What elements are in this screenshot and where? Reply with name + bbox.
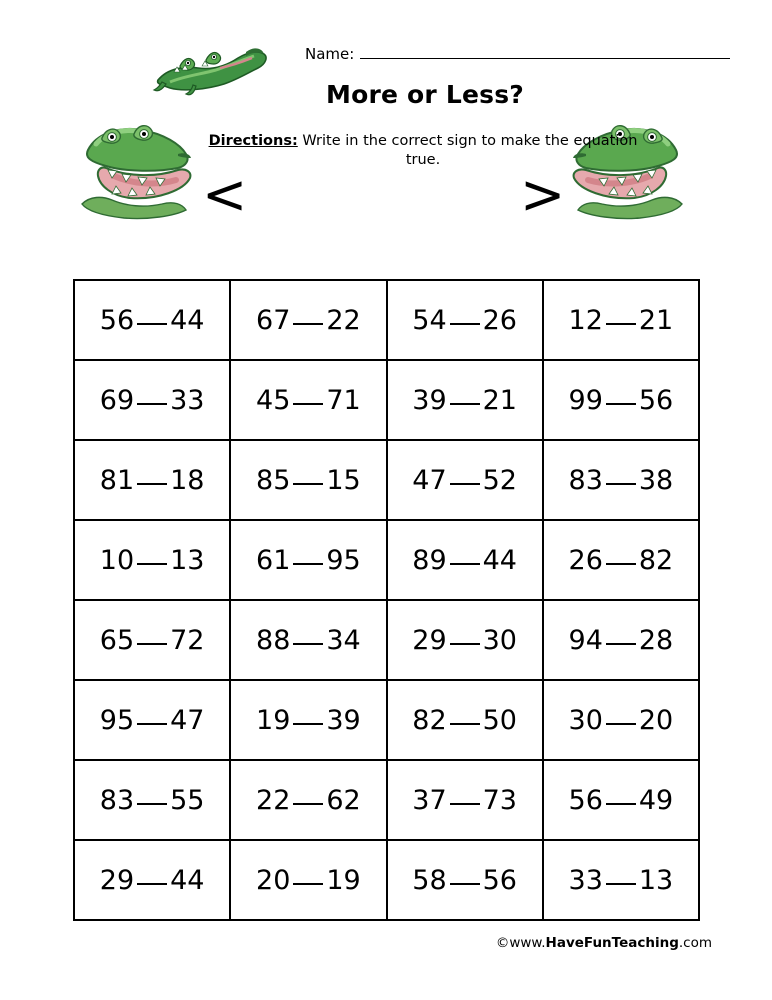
answer-blank[interactable] <box>137 784 167 805</box>
problem-cell[interactable] <box>230 520 386 600</box>
problem-expression <box>412 304 517 336</box>
problem-right-operand: 38 <box>638 465 674 496</box>
problem-expression <box>412 864 517 896</box>
problem-expression <box>100 624 205 656</box>
problem-cell[interactable] <box>230 840 386 920</box>
page-title: More or Less? <box>326 80 524 109</box>
problems-table-body <box>74 280 699 920</box>
problem-cell[interactable] <box>387 280 543 360</box>
directions-label: Directions: <box>208 133 298 149</box>
problem-cell[interactable] <box>387 760 543 840</box>
less-than-symbol: < <box>202 163 248 226</box>
worksheet-header <box>0 0 772 250</box>
problem-left-operand: 95 <box>99 705 135 736</box>
problem-cell[interactable] <box>230 600 386 680</box>
problem-cell[interactable] <box>387 440 543 520</box>
problem-right-operand: 44 <box>482 545 517 576</box>
problem-expression <box>100 464 205 496</box>
problem-expression <box>100 784 205 816</box>
problem-left-operand: 83 <box>99 785 135 816</box>
problem-right-operand: 19 <box>326 865 361 896</box>
problem-expression <box>569 464 674 496</box>
answer-blank[interactable] <box>293 864 323 885</box>
problem-right-operand: 62 <box>326 785 361 816</box>
answer-blank[interactable] <box>137 384 167 405</box>
problem-cell[interactable] <box>543 600 699 680</box>
footer-copyright: ©www. <box>495 935 546 951</box>
problem-right-operand: 18 <box>170 465 205 496</box>
problem-cell[interactable] <box>543 680 699 760</box>
problem-right-operand: 55 <box>170 785 205 816</box>
answer-blank[interactable] <box>137 464 167 485</box>
problems-table-wrapper <box>73 279 700 921</box>
answer-blank[interactable] <box>137 304 167 325</box>
problem-left-operand: 45 <box>256 385 291 416</box>
problem-expression <box>412 784 517 816</box>
problem-right-operand: 22 <box>326 305 361 336</box>
problem-cell[interactable] <box>74 520 230 600</box>
answer-blank[interactable] <box>293 784 323 805</box>
answer-blank[interactable] <box>606 464 636 485</box>
problem-right-operand: 56 <box>638 385 674 416</box>
name-write-line[interactable] <box>360 44 730 59</box>
answer-blank[interactable] <box>450 304 480 325</box>
problem-left-operand: 10 <box>99 545 135 576</box>
answer-blank[interactable] <box>606 624 636 645</box>
problem-left-operand: 37 <box>412 785 447 816</box>
problem-cell[interactable] <box>230 760 386 840</box>
problem-left-operand: 39 <box>412 385 447 416</box>
problem-expression <box>569 624 674 656</box>
problem-right-operand: 56 <box>482 865 517 896</box>
problem-right-operand: 39 <box>326 705 361 736</box>
problem-expression <box>256 704 361 736</box>
problem-expression <box>100 864 205 896</box>
problem-cell[interactable] <box>230 280 386 360</box>
problem-expression <box>412 624 517 656</box>
problem-cell[interactable] <box>387 600 543 680</box>
problem-right-operand: 82 <box>638 545 674 576</box>
problem-right-operand: 95 <box>326 545 361 576</box>
problem-left-operand: 56 <box>568 785 603 816</box>
problem-left-operand: 29 <box>99 865 135 896</box>
problem-cell[interactable] <box>543 840 699 920</box>
problem-cell[interactable] <box>74 840 230 920</box>
answer-blank[interactable] <box>137 864 167 885</box>
table-row <box>74 280 699 360</box>
answer-blank[interactable] <box>293 624 323 645</box>
problem-right-operand: 72 <box>170 625 205 656</box>
problem-left-operand: 54 <box>412 305 447 336</box>
footer-credit <box>496 935 712 951</box>
problem-expression <box>256 384 361 416</box>
problem-cell[interactable] <box>74 760 230 840</box>
greater-than-symbol: > <box>520 163 566 226</box>
footer-brand: HaveFunTeaching <box>545 935 679 951</box>
problem-expression <box>412 384 517 416</box>
table-row <box>74 520 699 600</box>
problem-expression <box>569 544 674 576</box>
answer-blank[interactable] <box>450 704 480 725</box>
problem-left-operand: 65 <box>99 625 135 656</box>
problem-expression <box>256 304 361 336</box>
alligator-head-right <box>556 110 686 235</box>
problem-left-operand: 94 <box>568 625 603 656</box>
answer-blank[interactable] <box>293 384 323 405</box>
problem-cell[interactable] <box>387 360 543 440</box>
answer-blank[interactable] <box>293 304 323 325</box>
answer-blank[interactable] <box>606 384 636 405</box>
answer-blank[interactable] <box>606 304 636 325</box>
problem-right-operand: 21 <box>482 385 517 416</box>
problem-left-operand: 89 <box>412 545 447 576</box>
table-row <box>74 680 699 760</box>
problem-right-operand: 44 <box>170 305 205 336</box>
answer-blank[interactable] <box>450 384 480 405</box>
problem-cell[interactable] <box>230 440 386 520</box>
problem-cell[interactable] <box>74 440 230 520</box>
problem-left-operand: 12 <box>568 305 603 336</box>
problem-cell[interactable] <box>230 680 386 760</box>
problem-left-operand: 22 <box>256 785 291 816</box>
problem-right-operand: 26 <box>482 305 517 336</box>
problem-cell[interactable] <box>74 360 230 440</box>
problem-right-operand: 33 <box>170 385 205 416</box>
problem-expression <box>256 784 361 816</box>
problem-left-operand: 29 <box>412 625 447 656</box>
problem-expression <box>256 864 361 896</box>
problem-expression <box>569 704 674 736</box>
problem-left-operand: 85 <box>256 465 291 496</box>
directions-body: Write in the correct sign to make the equation true. <box>297 133 638 169</box>
problem-cell[interactable] <box>74 280 230 360</box>
table-row <box>74 360 699 440</box>
problem-right-operand: 34 <box>326 625 361 656</box>
problem-cell[interactable] <box>74 680 230 760</box>
table-row <box>74 600 699 680</box>
problem-left-operand: 99 <box>568 385 603 416</box>
problem-cell[interactable] <box>74 600 230 680</box>
problem-left-operand: 61 <box>256 545 291 576</box>
problem-right-operand: 73 <box>482 785 517 816</box>
problem-expression <box>256 544 361 576</box>
problem-right-operand: 47 <box>170 705 205 736</box>
problem-right-operand: 20 <box>638 705 674 736</box>
answer-blank[interactable] <box>137 624 167 645</box>
answer-blank[interactable] <box>450 864 480 885</box>
problem-expression <box>569 384 674 416</box>
problem-expression <box>412 704 517 736</box>
problem-right-operand: 30 <box>482 625 517 656</box>
problem-expression <box>100 704 205 736</box>
problem-cell[interactable] <box>230 360 386 440</box>
problem-cell[interactable] <box>543 360 699 440</box>
answer-blank[interactable] <box>450 784 480 805</box>
problem-left-operand: 88 <box>256 625 291 656</box>
problem-cell[interactable] <box>543 760 699 840</box>
problem-left-operand: 19 <box>256 705 291 736</box>
answer-blank[interactable] <box>137 704 167 725</box>
footer-tld: .com <box>678 935 712 951</box>
name-field[interactable] <box>305 44 730 63</box>
answer-blank[interactable] <box>606 544 636 565</box>
problem-expression <box>412 544 517 576</box>
table-row <box>74 440 699 520</box>
answer-blank[interactable] <box>293 544 323 565</box>
problem-expression <box>569 864 674 896</box>
answer-blank[interactable] <box>137 544 167 565</box>
answer-blank[interactable] <box>606 704 636 725</box>
problem-expression <box>100 384 205 416</box>
problem-left-operand: 20 <box>256 865 291 896</box>
answer-blank[interactable] <box>293 704 323 725</box>
answer-blank[interactable] <box>606 864 636 885</box>
problem-right-operand: 44 <box>170 865 205 896</box>
problem-cell[interactable] <box>387 840 543 920</box>
problem-left-operand: 67 <box>256 305 291 336</box>
problem-left-operand: 56 <box>99 305 135 336</box>
problem-cell[interactable] <box>543 520 699 600</box>
problem-left-operand: 83 <box>568 465 603 496</box>
name-label: Name: <box>305 45 355 63</box>
problem-right-operand: 52 <box>482 465 517 496</box>
problem-right-operand: 13 <box>170 545 205 576</box>
problems-table <box>73 279 700 921</box>
problem-expression <box>256 624 361 656</box>
table-row <box>74 760 699 840</box>
problem-expression <box>412 464 517 496</box>
problem-expression <box>569 304 674 336</box>
problem-left-operand: 30 <box>568 705 603 736</box>
problem-left-operand: 82 <box>412 705 447 736</box>
problem-expression <box>100 544 205 576</box>
problem-left-operand: 58 <box>412 865 447 896</box>
answer-blank[interactable] <box>293 464 323 485</box>
directions-text <box>208 132 638 170</box>
problem-left-operand: 33 <box>568 865 603 896</box>
problem-cell[interactable] <box>543 440 699 520</box>
problem-expression <box>100 304 205 336</box>
problem-right-operand: 15 <box>326 465 361 496</box>
problem-cell[interactable] <box>387 680 543 760</box>
problem-right-operand: 21 <box>638 305 674 336</box>
problem-right-operand: 50 <box>482 705 517 736</box>
problem-left-operand: 26 <box>568 545 603 576</box>
answer-blank[interactable] <box>450 544 480 565</box>
answer-blank[interactable] <box>450 464 480 485</box>
problem-right-operand: 28 <box>638 625 674 656</box>
table-row <box>74 840 699 920</box>
alligator-head-left <box>78 110 208 235</box>
problem-cell[interactable] <box>543 280 699 360</box>
problem-expression <box>256 464 361 496</box>
problem-cell[interactable] <box>387 520 543 600</box>
problem-expression <box>569 784 674 816</box>
problem-left-operand: 81 <box>99 465 135 496</box>
answer-blank[interactable] <box>450 624 480 645</box>
answer-blank[interactable] <box>606 784 636 805</box>
problem-left-operand: 47 <box>412 465 447 496</box>
problem-right-operand: 49 <box>638 785 674 816</box>
problem-right-operand: 71 <box>326 385 361 416</box>
problem-right-operand: 13 <box>638 865 674 896</box>
problem-left-operand: 69 <box>99 385 135 416</box>
